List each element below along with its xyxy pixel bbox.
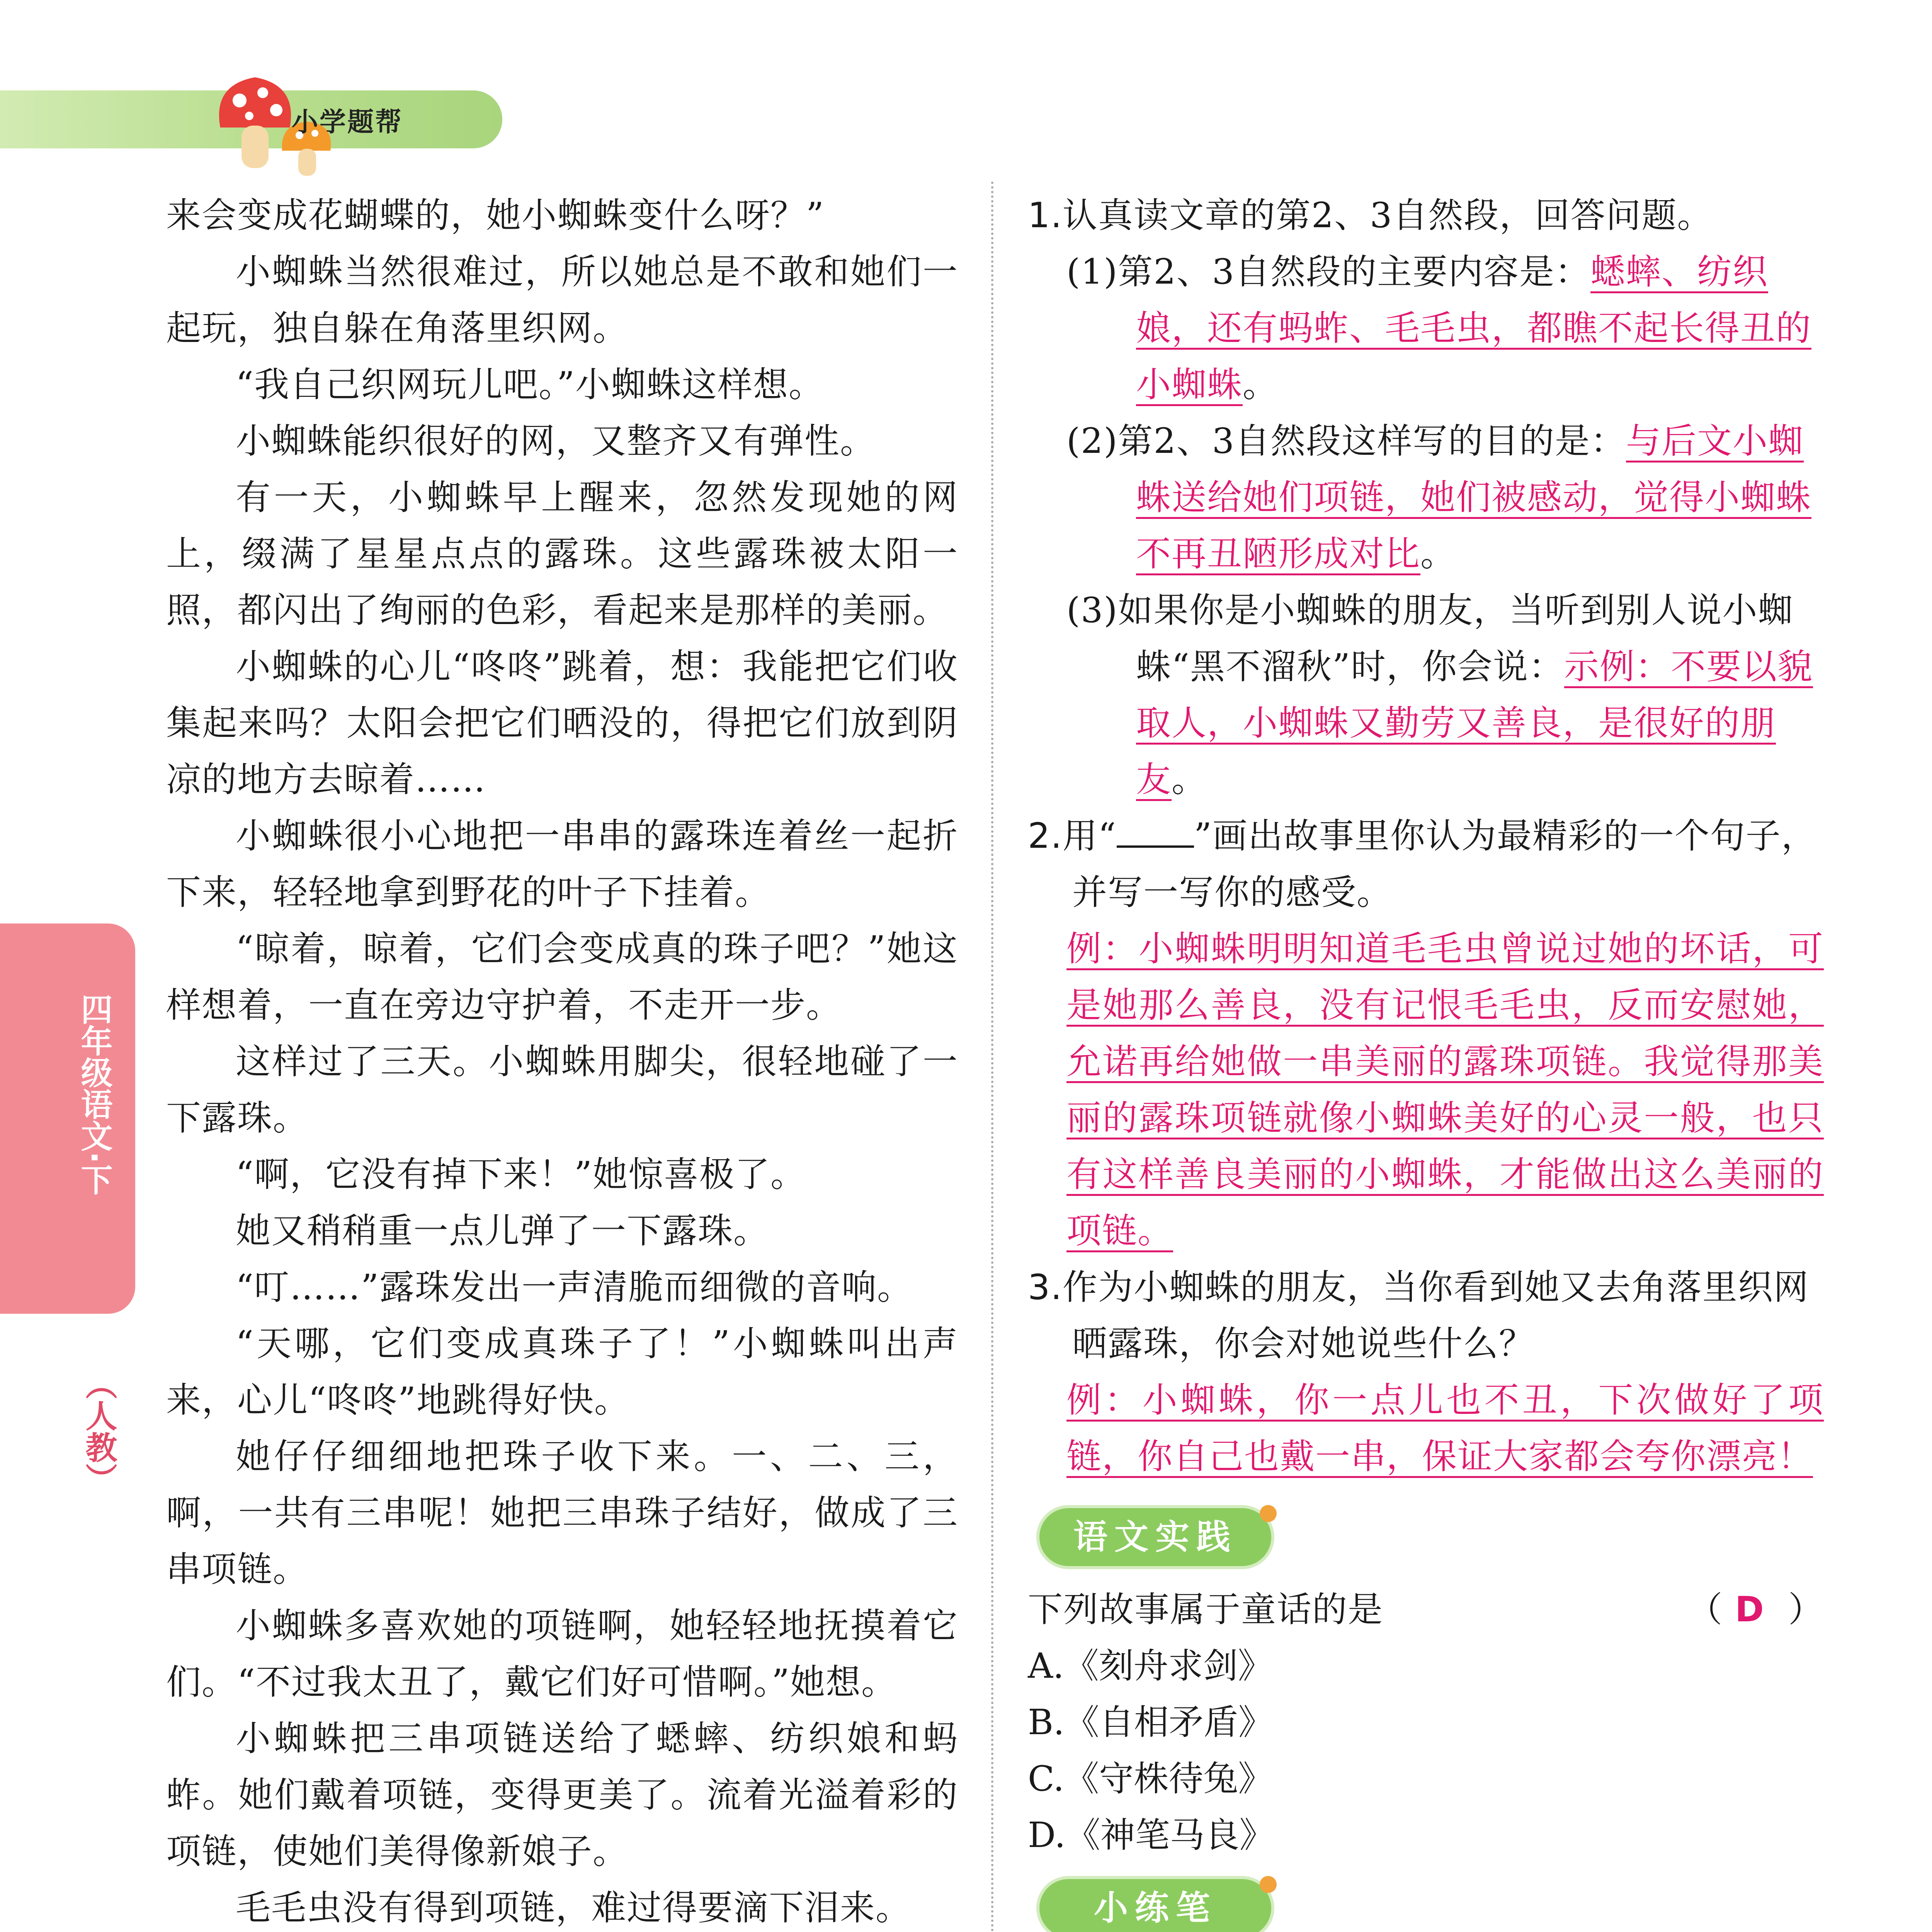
story-paragraph: 小蜘蛛多喜欢她的项链啊，她轻轻地抚摸着它们。“不过我太丑了，戴它们好可惜啊。”她想。	[166, 1605, 958, 1702]
option-item: A.《刻舟求剑》	[1028, 1646, 1273, 1686]
edition-label: （人教）	[80, 1368, 117, 1495]
story-paragraph: 小蜘蛛当然很难过，所以她总是不敢和她们一起玩，独自躲在角落里织网。	[166, 252, 958, 349]
header-title: 小学题帮	[292, 107, 403, 138]
story-paragraph: 小蜘蛛很小心地把一串串的露珠连着丝一起折下来，轻轻地拿到野花的叶子下挂着。	[166, 816, 958, 913]
story-paragraph: 有一天，小蜘蛛早上醒来，忽然发现她的网上，缀满了星星点点的露珠。这些露珠被太阳一照，都闪出了绚丽的色彩，看起来是那样的美丽。	[166, 477, 958, 631]
questions-column	[1028, 187, 1824, 1932]
story-paragraph: 来会变成花蝴蝶的，她小蜘蛛变什么呀？”	[166, 195, 825, 236]
question-3: 3.作为小蜘蛛的朋友，当你看到她又去角落里织网晒露珠，你会对她说些什么？	[1028, 1267, 1809, 1364]
question-1-sub-1: (1)第2、3自然段的主要内容是：蟋蟀、纺织娘，还有蚂蚱、毛毛虫，都瞧不起长得丑的小蜘蛛。	[1066, 252, 1811, 405]
answer-text: 蟋蟀、纺织娘，还有蚂蚱、毛毛虫，都瞧不起长得丑的小蜘蛛	[1136, 252, 1811, 405]
question-1: 1.认真读文章的第2、3自然段，回答问题。	[1028, 195, 1713, 236]
story-paragraph: 毛毛虫没有得到项链，难过得要滴下泪来。	[236, 1888, 911, 1928]
column-divider	[991, 182, 993, 1932]
story-paragraph: 小蜘蛛把三串项链送给了蟋蟀、纺织娘和蚂蚱。她们戴着项链，变得更美了。流着光溢着彩的项链，使她们美得像新娘子。	[166, 1718, 958, 1872]
story-paragraph: 这样过了三天。小蜘蛛用脚尖，很轻地碰了一下露珠。	[166, 1041, 958, 1138]
answer-text: 示例：不要以貌取人，小蜘蛛又勤劳又善良，是很好的朋友	[1136, 646, 1813, 800]
answer-text: 与后文小蜘蛛送给她们项链，她们被感动，觉得小蜘蛛不再丑陋形成对比	[1136, 421, 1811, 574]
option-item: B.《自相矛盾》	[1028, 1702, 1273, 1743]
question-1-sub-3: (3)如果你是小蜘蛛的朋友，当听到别人说小蜘蛛“黑不溜秋”时，你会说：示例：不要以貌取人，小蜘蛛又勤劳又善良，是很好的朋友。	[1066, 590, 1813, 800]
story-paragraph: “晾着，晾着，它们会变成真的珠子吧？”她这样想着，一直在旁边守护着，不走开一步。	[166, 929, 958, 1026]
section-badge-writing: 小练笔	[1039, 1879, 1271, 1932]
story-paragraph: “叮……”露珠发出一声清脆而细微的音响。	[236, 1267, 913, 1308]
answer-text: 例：小蜘蛛明明知道毛毛虫曾说过她的坏话，可是她那么善良，没有记恨毛毛虫，反而安慰她，允诺再给她做一串美丽的露珠项链。我觉得那美丽的露珠项链就像小蜘蛛美好的心灵一般，也只有这样善良美丽的小蜘蛛，才能做出这么美丽的项链。	[1066, 929, 1824, 1251]
answer-choice: D	[1735, 1589, 1765, 1630]
story-paragraph: “我自己织网玩儿吧。”小蜘蛛这样想。	[236, 364, 825, 405]
question-1-sub-2: (2)第2、3自然段这样写的目的是：与后文小蜘蛛送给她们项链，她们被感动，觉得小蜘蛛不再丑陋形成对比。	[1066, 421, 1811, 574]
section-badge-practice: 语文实践	[1039, 1508, 1271, 1566]
story-paragraph: “天哪，它们变成真珠子了！”小蜘蛛叫出声来，心儿“咚咚”地跳得好快。	[166, 1323, 958, 1420]
story-paragraph: “啊，它没有掉下来！”她惊喜极了。	[236, 1154, 806, 1195]
question-2: 2.用“ ”画出故事里你认为最精彩的一个句子，并写一写你的感受。	[1028, 816, 1817, 913]
answer-text: 例：小蜘蛛，你一点儿也不丑，下次做好了项链，你自己也戴一串，保证大家都会夸你漂亮！	[1066, 1380, 1824, 1477]
side-tab	[0, 923, 135, 1314]
option-item: D.《神笔马良》	[1028, 1815, 1274, 1855]
answer-paren: （ D ）	[1687, 1589, 1824, 1630]
story-column	[166, 187, 958, 1932]
underline-blank	[1117, 818, 1194, 848]
practice-question: 下列故事属于童话的是 （ D ）	[1028, 1582, 1824, 1638]
badge-dot	[1260, 1876, 1277, 1893]
story-paragraph: 小蜘蛛的心儿“咚咚”跳着，想：我能把它们收集起来吗？太阳会把它们晒没的，得把它们放到阴凉的地方去晾着……	[166, 646, 958, 800]
grade-label: 四年级语文·下	[76, 993, 112, 1196]
story-paragraph: 她仔仔细细地把珠子收下来。一、二、三，啊，一共有三串呢！她把三串珠子结好，做成了三串项链。	[166, 1436, 958, 1590]
option-item: C.《守株待兔》	[1028, 1759, 1273, 1799]
story-paragraph: 她又稍稍重一点儿弹了一下露珠。	[236, 1211, 769, 1251]
badge-dot	[1260, 1505, 1277, 1522]
story-paragraph: 小蜘蛛能织很好的网，又整齐又有弹性。	[236, 421, 876, 461]
